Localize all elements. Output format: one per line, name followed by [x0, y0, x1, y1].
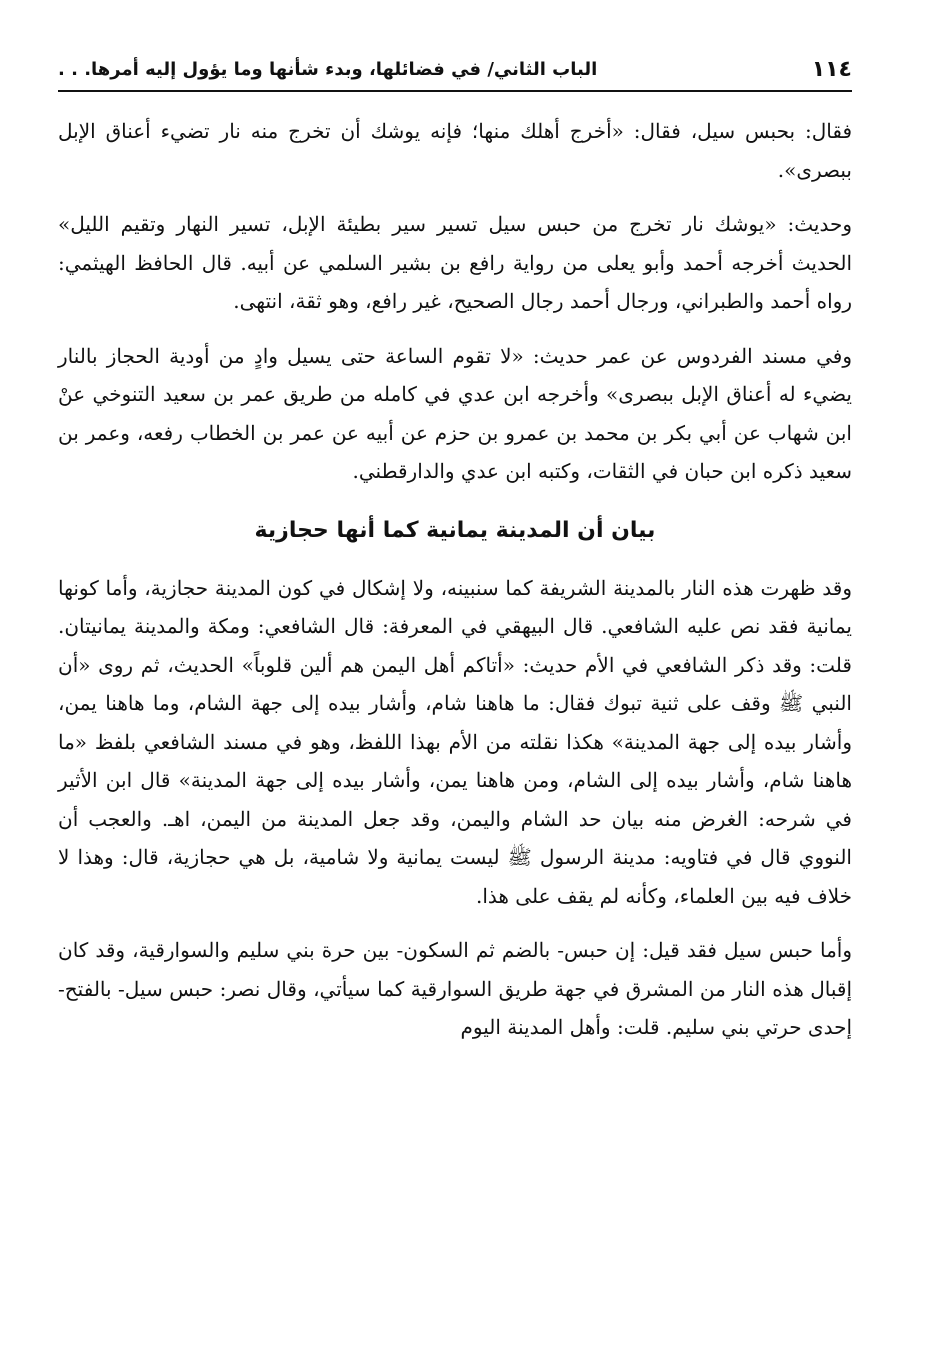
section-heading: بيان أن المدينة يمانية كما أنها حجازية — [254, 517, 656, 543]
running-header — [58, 48, 852, 92]
paragraph-musnad-firdaws: وفي مسند الفردوس عن عمر حديث: «لا تقوم الساعة حتى يسيل وادٍ من أودية الحجاز بالنار يضيء له أعناق الإبل ببصرى» وأخرجه ابن عدي في كامله من طريق عمر بن سعيد التنوخي عنْ ابن شهاب عن أبي بكر بن محمد بن عمرو بن حزم عن أبيه عن عمر بن الخطاب رفعه، وعمر بن سعيد ذكره ابن حبان في الثقات، وكتبه ابن عدي والدارقطني. — [58, 343, 852, 483]
page-number: ١١٤ — [811, 56, 852, 82]
paragraph-hadith-yushik-nar: وحديث: «يوشك نار تخرج من حبس سيل تسير سير بطيئة الإبل، تسير النهار وتقيم الليل» الحديث أخرجه أحمد وأبو يعلى من رواية رافع بن بشير السلمي عن أبيه. قال الحافظ الهيثمي: رواه أحمد والطبراني، ورجال أحمد رجال الصحيح، غير رافع، وهو ثقة، انتهى. — [58, 212, 852, 313]
book-page — [58, 48, 852, 1338]
running-title: الباب الثاني/ في فضائلها، وبدء شأنها وما يؤول إليه أمرها. . . — [58, 58, 598, 80]
paragraph-hadith-habs-sayl: فقال: بحبس سيل، فقال: «أخرج أهلك منها؛ فإنه يوشك أن تخرج منه نار تضيء أعناق الإبل ببصرى». — [58, 119, 852, 182]
paragraph-madina-yamaniya: وقد ظهرت هذه النار بالمدينة الشريفة كما سنبينه، ولا إشكال في كون المدينة حجازية، وأما كونها يمانية فقد نص عليه الشافعي. قال البيهقي في المعرفة: قال الشافعي: ومكة والمدينة يمانيتان. قلت: وقد ذكر الشافعي في الأم حديث: «أتاكم أهل اليمن هم ألين قلوباً» الحديث، ثم روى «أن النبي ﷺ وقف على ثنية تبوك فقال: ما هاهنا شام، وأشار بيده إلى جهة الشام، وما هاهنا يمن، وأشار بيده إلى جهة المدينة» هكذا نقلته من الأم بهذا اللفظ، وهو في مسند الشافعي بلفظ «ما هاهنا شام، وأشار بيده إلى الشام، ومن هاهنا يمن، وأشار بيده إلى جهة المدينة» قال ابن الأثير في شرحه: الغرض منه بيان حد الشام واليمن، وقد جعل المدينة من اليمن، اهـ. والعجب أن النووي قال في فتاويه: مدينة الرسول ﷺ ليست يمانية ولا شامية، بل هي حجازية، قال: وهذا لا خلاف فيه بين العلماء، وكأنه لم يقف على هذا. — [58, 575, 852, 908]
paragraph-habs-sayl-location: وأما حبس سيل فقد قيل: إن حبس- بالضم ثم السكون- بين حرة بني سليم والسوارقية، وقد كان إقبال هذه النار من المشرق في جهة طريق السوارقية كما سيأتي، وقال نصر: حبس سيل- بالفتح- إحدى حرتي بني سليم. قلت: وأهل المدينة اليوم — [58, 938, 853, 1039]
